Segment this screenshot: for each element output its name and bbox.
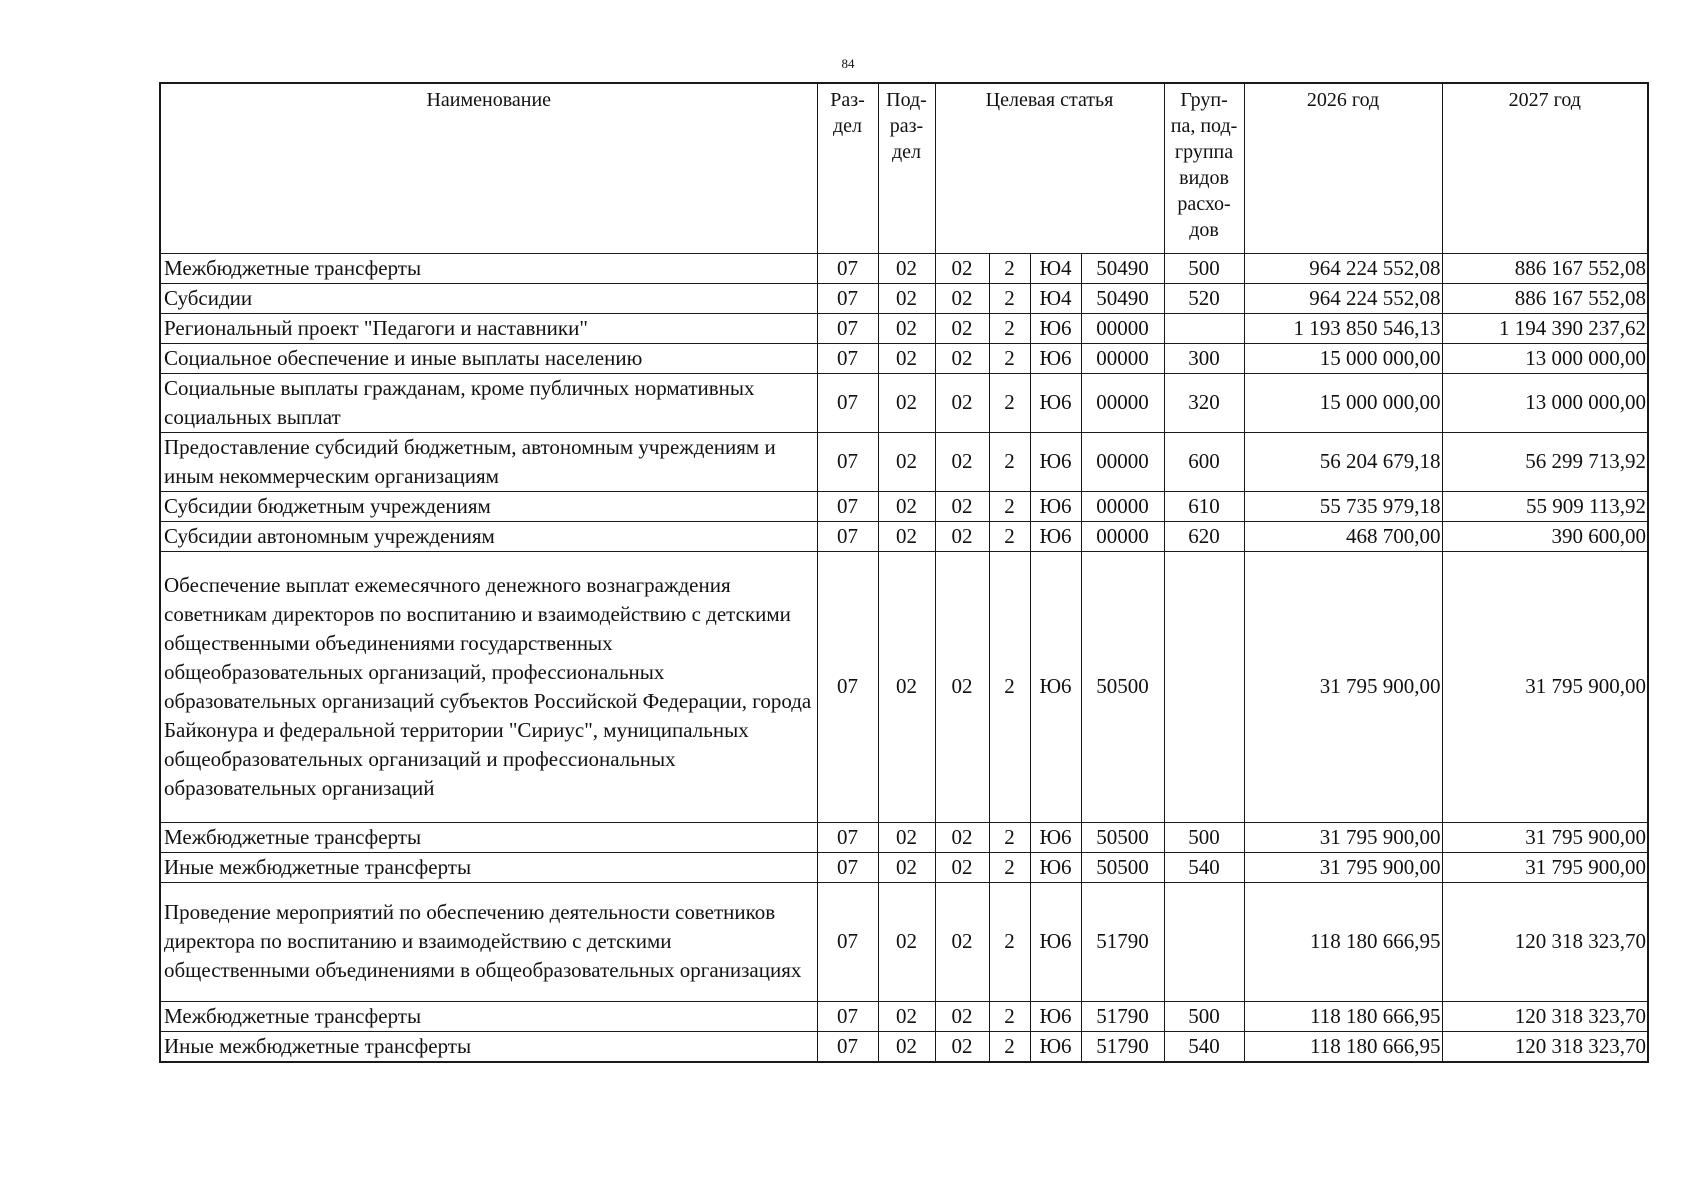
row-target-subprogram: 2: [989, 521, 1030, 551]
row-podrazdel: 02: [878, 1031, 935, 1062]
row-amount-2027: 31 795 900,00: [1442, 822, 1648, 852]
row-name: Социальное обеспечение и иные выплаты населению: [160, 343, 817, 373]
row-target-direction: 00000: [1081, 343, 1164, 373]
row-amount-2026: 118 180 666,95: [1244, 1031, 1442, 1062]
row-name: Межбюджетные трансферты: [160, 822, 817, 852]
header-target-article: Целевая статья: [935, 83, 1164, 253]
row-razdel: 07: [817, 521, 878, 551]
row-expense-group: [1164, 551, 1244, 822]
row-target-project: Ю6: [1030, 432, 1081, 491]
row-target-program: 02: [935, 343, 989, 373]
row-razdel: 07: [817, 1001, 878, 1031]
row-expense-group: [1164, 313, 1244, 343]
table-row: [160, 1001, 1648, 1031]
row-name: Обеспечение выплат ежемесячного денежного вознаграждения советникам директоров по воспитанию и взаимодействию с детскими общественными объединениями государственных общеобразовательных организаций, профессиональных образовательных организаций субъектов Российской Федерации, города Байконура и федеральной территории "Сириус", муниципальных общеобразовательных организаций и профессиональных образовательных организаций: [160, 551, 817, 822]
row-expense-group: 540: [1164, 852, 1244, 882]
row-razdel: 07: [817, 822, 878, 852]
row-expense-group: 520: [1164, 283, 1244, 313]
row-expense-group: [1164, 882, 1244, 1001]
table-row: [160, 283, 1648, 313]
row-amount-2027: 31 795 900,00: [1442, 852, 1648, 882]
table-row: [160, 343, 1648, 373]
row-target-subprogram: 2: [989, 313, 1030, 343]
row-target-program: 02: [935, 313, 989, 343]
row-amount-2027: 886 167 552,08: [1442, 253, 1648, 283]
row-target-program: 02: [935, 432, 989, 491]
row-target-project: Ю4: [1030, 283, 1081, 313]
row-target-direction: 00000: [1081, 521, 1164, 551]
row-razdel: 07: [817, 852, 878, 882]
row-target-project: Ю6: [1030, 313, 1081, 343]
header-razdel: Раз- дел: [817, 83, 878, 253]
row-amount-2026: 31 795 900,00: [1244, 551, 1442, 822]
row-expense-group: 620: [1164, 521, 1244, 551]
row-target-direction: 51790: [1081, 1001, 1164, 1031]
row-target-subprogram: 2: [989, 283, 1030, 313]
row-razdel: 07: [817, 432, 878, 491]
row-target-project: Ю4: [1030, 253, 1081, 283]
row-target-program: 02: [935, 491, 989, 521]
row-amount-2027: 120 318 323,70: [1442, 882, 1648, 1001]
table-row: [160, 852, 1648, 882]
row-amount-2027: 55 909 113,92: [1442, 491, 1648, 521]
row-target-project: Ю6: [1030, 343, 1081, 373]
row-podrazdel: 02: [878, 343, 935, 373]
row-target-subprogram: 2: [989, 1031, 1030, 1062]
row-amount-2026: 15 000 000,00: [1244, 373, 1442, 432]
row-expense-group: 500: [1164, 822, 1244, 852]
row-name: Межбюджетные трансферты: [160, 253, 817, 283]
row-target-subprogram: 2: [989, 882, 1030, 1001]
row-target-direction: 50500: [1081, 551, 1164, 822]
row-target-direction: 51790: [1081, 1031, 1164, 1062]
row-amount-2026: 964 224 552,08: [1244, 283, 1442, 313]
row-podrazdel: 02: [878, 491, 935, 521]
row-target-program: 02: [935, 822, 989, 852]
row-target-subprogram: 2: [989, 1001, 1030, 1031]
row-target-direction: 51790: [1081, 882, 1164, 1001]
row-expense-group: 320: [1164, 373, 1244, 432]
row-podrazdel: 02: [878, 1001, 935, 1031]
header-podrazdel: Под- раз- дел: [878, 83, 935, 253]
row-name: Межбюджетные трансферты: [160, 1001, 817, 1031]
row-amount-2027: 31 795 900,00: [1442, 551, 1648, 822]
row-razdel: 07: [817, 882, 878, 1001]
table-row: [160, 521, 1648, 551]
row-target-direction: 50500: [1081, 822, 1164, 852]
row-target-project: Ю6: [1030, 852, 1081, 882]
row-podrazdel: 02: [878, 253, 935, 283]
row-name: Региональный проект "Педагоги и наставники": [160, 313, 817, 343]
row-target-program: 02: [935, 882, 989, 1001]
row-target-subprogram: 2: [989, 822, 1030, 852]
row-target-program: 02: [935, 551, 989, 822]
row-razdel: 07: [817, 283, 878, 313]
page-number: 84: [841, 56, 855, 71]
row-razdel: 07: [817, 491, 878, 521]
row-expense-group: 600: [1164, 432, 1244, 491]
row-amount-2027: 120 318 323,70: [1442, 1031, 1648, 1062]
row-name: Проведение мероприятий по обеспечению деятельности советников директора по воспитанию и взаимодействию с детскими общественными объединениями в общеобразовательных организациях: [160, 882, 817, 1001]
row-name: Субсидии автономным учреждениям: [160, 521, 817, 551]
table-row: [160, 253, 1648, 283]
row-expense-group: 300: [1164, 343, 1244, 373]
row-target-project: Ю6: [1030, 1031, 1081, 1062]
table-row: [160, 1031, 1648, 1062]
row-amount-2027: 13 000 000,00: [1442, 343, 1648, 373]
budget-table: [159, 82, 1649, 1063]
row-target-subprogram: 2: [989, 852, 1030, 882]
row-name: Субсидии бюджетным учреждениям: [160, 491, 817, 521]
table-row: [160, 822, 1648, 852]
table-header-row: [160, 83, 1648, 253]
row-target-project: Ю6: [1030, 491, 1081, 521]
row-target-program: 02: [935, 1001, 989, 1031]
table-row: [160, 313, 1648, 343]
row-target-direction: 50490: [1081, 253, 1164, 283]
row-razdel: 07: [817, 373, 878, 432]
row-razdel: 07: [817, 1031, 878, 1062]
table-row: [160, 432, 1648, 491]
row-name: Субсидии: [160, 283, 817, 313]
row-podrazdel: 02: [878, 551, 935, 822]
row-razdel: 07: [817, 551, 878, 822]
row-target-subprogram: 2: [989, 491, 1030, 521]
row-expense-group: 540: [1164, 1031, 1244, 1062]
row-target-project: Ю6: [1030, 882, 1081, 1001]
row-name: Иные межбюджетные трансферты: [160, 1031, 817, 1062]
row-podrazdel: 02: [878, 521, 935, 551]
row-amount-2026: 118 180 666,95: [1244, 882, 1442, 1001]
row-amount-2026: 964 224 552,08: [1244, 253, 1442, 283]
row-podrazdel: 02: [878, 852, 935, 882]
row-amount-2027: 13 000 000,00: [1442, 373, 1648, 432]
row-target-direction: 00000: [1081, 313, 1164, 343]
header-year-2027: 2027 год: [1442, 83, 1648, 253]
row-amount-2026: 31 795 900,00: [1244, 822, 1442, 852]
table-row: [160, 551, 1648, 822]
row-target-direction: 00000: [1081, 373, 1164, 432]
row-target-program: 02: [935, 253, 989, 283]
row-target-subprogram: 2: [989, 551, 1030, 822]
row-target-subprogram: 2: [989, 343, 1030, 373]
table-row: [160, 491, 1648, 521]
row-amount-2026: 15 000 000,00: [1244, 343, 1442, 373]
row-name: Социальные выплаты гражданам, кроме публичных нормативных социальных выплат: [160, 373, 817, 432]
row-amount-2026: 55 735 979,18: [1244, 491, 1442, 521]
row-target-project: Ю6: [1030, 551, 1081, 822]
table-body: [160, 253, 1648, 1062]
row-target-direction: 00000: [1081, 432, 1164, 491]
row-target-project: Ю6: [1030, 373, 1081, 432]
header-name: Наименование: [160, 83, 817, 253]
row-target-subprogram: 2: [989, 373, 1030, 432]
row-target-project: Ю6: [1030, 521, 1081, 551]
row-target-program: 02: [935, 1031, 989, 1062]
row-target-direction: 50500: [1081, 852, 1164, 882]
header-expense-group: Груп- па, под- группа видов расхо- дов: [1164, 83, 1244, 253]
row-amount-2026: 31 795 900,00: [1244, 852, 1442, 882]
row-amount-2026: 118 180 666,95: [1244, 1001, 1442, 1031]
row-name: Иные межбюджетные трансферты: [160, 852, 817, 882]
row-amount-2027: 1 194 390 237,62: [1442, 313, 1648, 343]
header-year-2026: 2026 год: [1244, 83, 1442, 253]
row-target-program: 02: [935, 373, 989, 432]
row-amount-2027: 390 600,00: [1442, 521, 1648, 551]
row-name: Предоставление субсидий бюджетным, автономным учреждениям и иным некоммерческим организациям: [160, 432, 817, 491]
table-row: [160, 882, 1648, 1001]
row-amount-2026: 56 204 679,18: [1244, 432, 1442, 491]
row-target-subprogram: 2: [989, 253, 1030, 283]
row-amount-2026: 468 700,00: [1244, 521, 1442, 551]
row-podrazdel: 02: [878, 373, 935, 432]
row-podrazdel: 02: [878, 822, 935, 852]
row-podrazdel: 02: [878, 283, 935, 313]
row-razdel: 07: [817, 343, 878, 373]
row-expense-group: 610: [1164, 491, 1244, 521]
row-target-subprogram: 2: [989, 432, 1030, 491]
row-target-direction: 00000: [1081, 491, 1164, 521]
row-amount-2026: 1 193 850 546,13: [1244, 313, 1442, 343]
row-target-direction: 50490: [1081, 283, 1164, 313]
row-target-project: Ю6: [1030, 1001, 1081, 1031]
row-target-project: Ю6: [1030, 822, 1081, 852]
row-podrazdel: 02: [878, 313, 935, 343]
row-podrazdel: 02: [878, 432, 935, 491]
row-target-program: 02: [935, 283, 989, 313]
row-expense-group: 500: [1164, 253, 1244, 283]
row-amount-2027: 886 167 552,08: [1442, 283, 1648, 313]
row-expense-group: 500: [1164, 1001, 1244, 1031]
row-razdel: 07: [817, 253, 878, 283]
row-target-program: 02: [935, 852, 989, 882]
table-row: [160, 373, 1648, 432]
row-amount-2027: 56 299 713,92: [1442, 432, 1648, 491]
row-target-program: 02: [935, 521, 989, 551]
row-amount-2027: 120 318 323,70: [1442, 1001, 1648, 1031]
row-podrazdel: 02: [878, 882, 935, 1001]
row-razdel: 07: [817, 313, 878, 343]
